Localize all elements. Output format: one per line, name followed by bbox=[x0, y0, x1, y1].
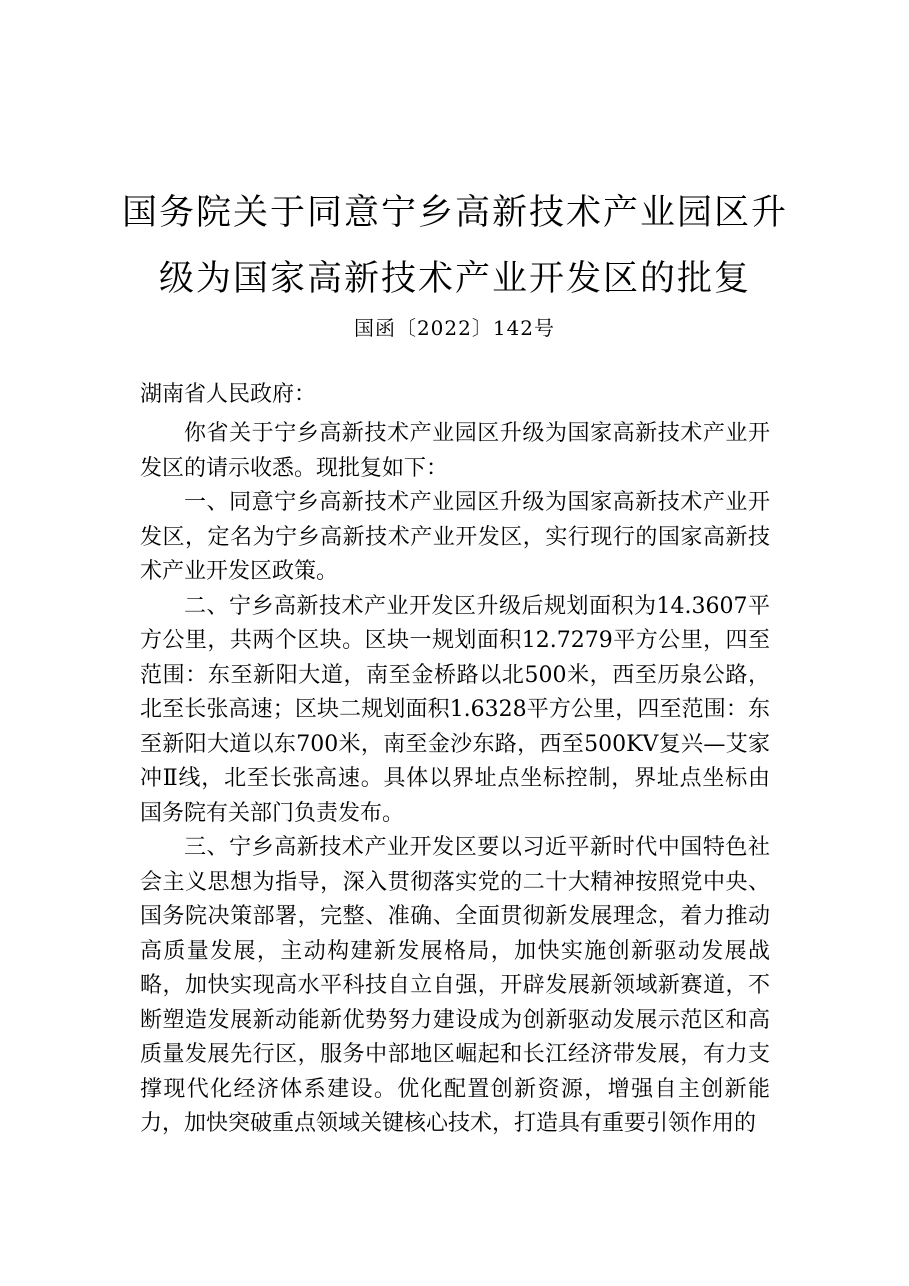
addressee: 湖南省人民政府： bbox=[140, 382, 317, 407]
paragraph-item-3: 三、宁乡高新技术产业开发区要以习近平新时代中国特色社会主义思想为指导，深入贯彻落实党的二十大精神按照党中央、国务院决策部署，完整、准确、全面贯彻新发展理念，着力推动高质量发展，主动构建新发展格局，加快实施创新驱动发展战略，加快实现高水平科技自立自强，开辟发展新领域新赛道，不断塑造发展新动能新优势努力建设成为创新驱动发展示范区和高质量发展先行区，服务中部地区崛起和长江经济带发展，有力支撑现代化经济体系建设。优化配置创新资源，增强自主创新能力，加快突破重点领域关键核心技术，打造具有重要引领作用的 bbox=[140, 835, 770, 1136]
paragraph-item-2: 二、宁乡高新技术产业开发区升级后规划面积为14.3607平方公里，共两个区块。区块一规划面积12.7279平方公里，四至范围：东至新阳大道，南至金桥路以北500米，西至历泉公路，北至长张高速；区块二规划面积1.6328平方公里，四至范围：东至新阳大道以东700米，南至金沙东路，西至500KV复兴—艾家冲Ⅱ线，北至长张高速。具体以界址点坐标控制，界址点坐标由国务院有关部门负责发布。 bbox=[140, 593, 770, 826]
paragraph-item-1: 一、同意宁乡高新技术产业园区升级为国家高新技术产业开发区，定名为宁乡高新技术产业开发区，实行现行的国家高新技术产业开发区政策。 bbox=[140, 490, 770, 584]
document-number: 国函〔2022〕142号 bbox=[353, 316, 556, 340]
document-title-line-2: 级为国家高新技术产业开发区的批复 bbox=[158, 259, 751, 299]
paragraph-intro: 你省关于宁乡高新技术产业园区升级为国家高新技术产业开发区的请示收悉。现批复如下： bbox=[140, 421, 770, 481]
document-body bbox=[140, 417, 770, 1142]
document-title-line-1: 国务院关于同意宁乡高新技术产业园区升 bbox=[121, 193, 788, 233]
